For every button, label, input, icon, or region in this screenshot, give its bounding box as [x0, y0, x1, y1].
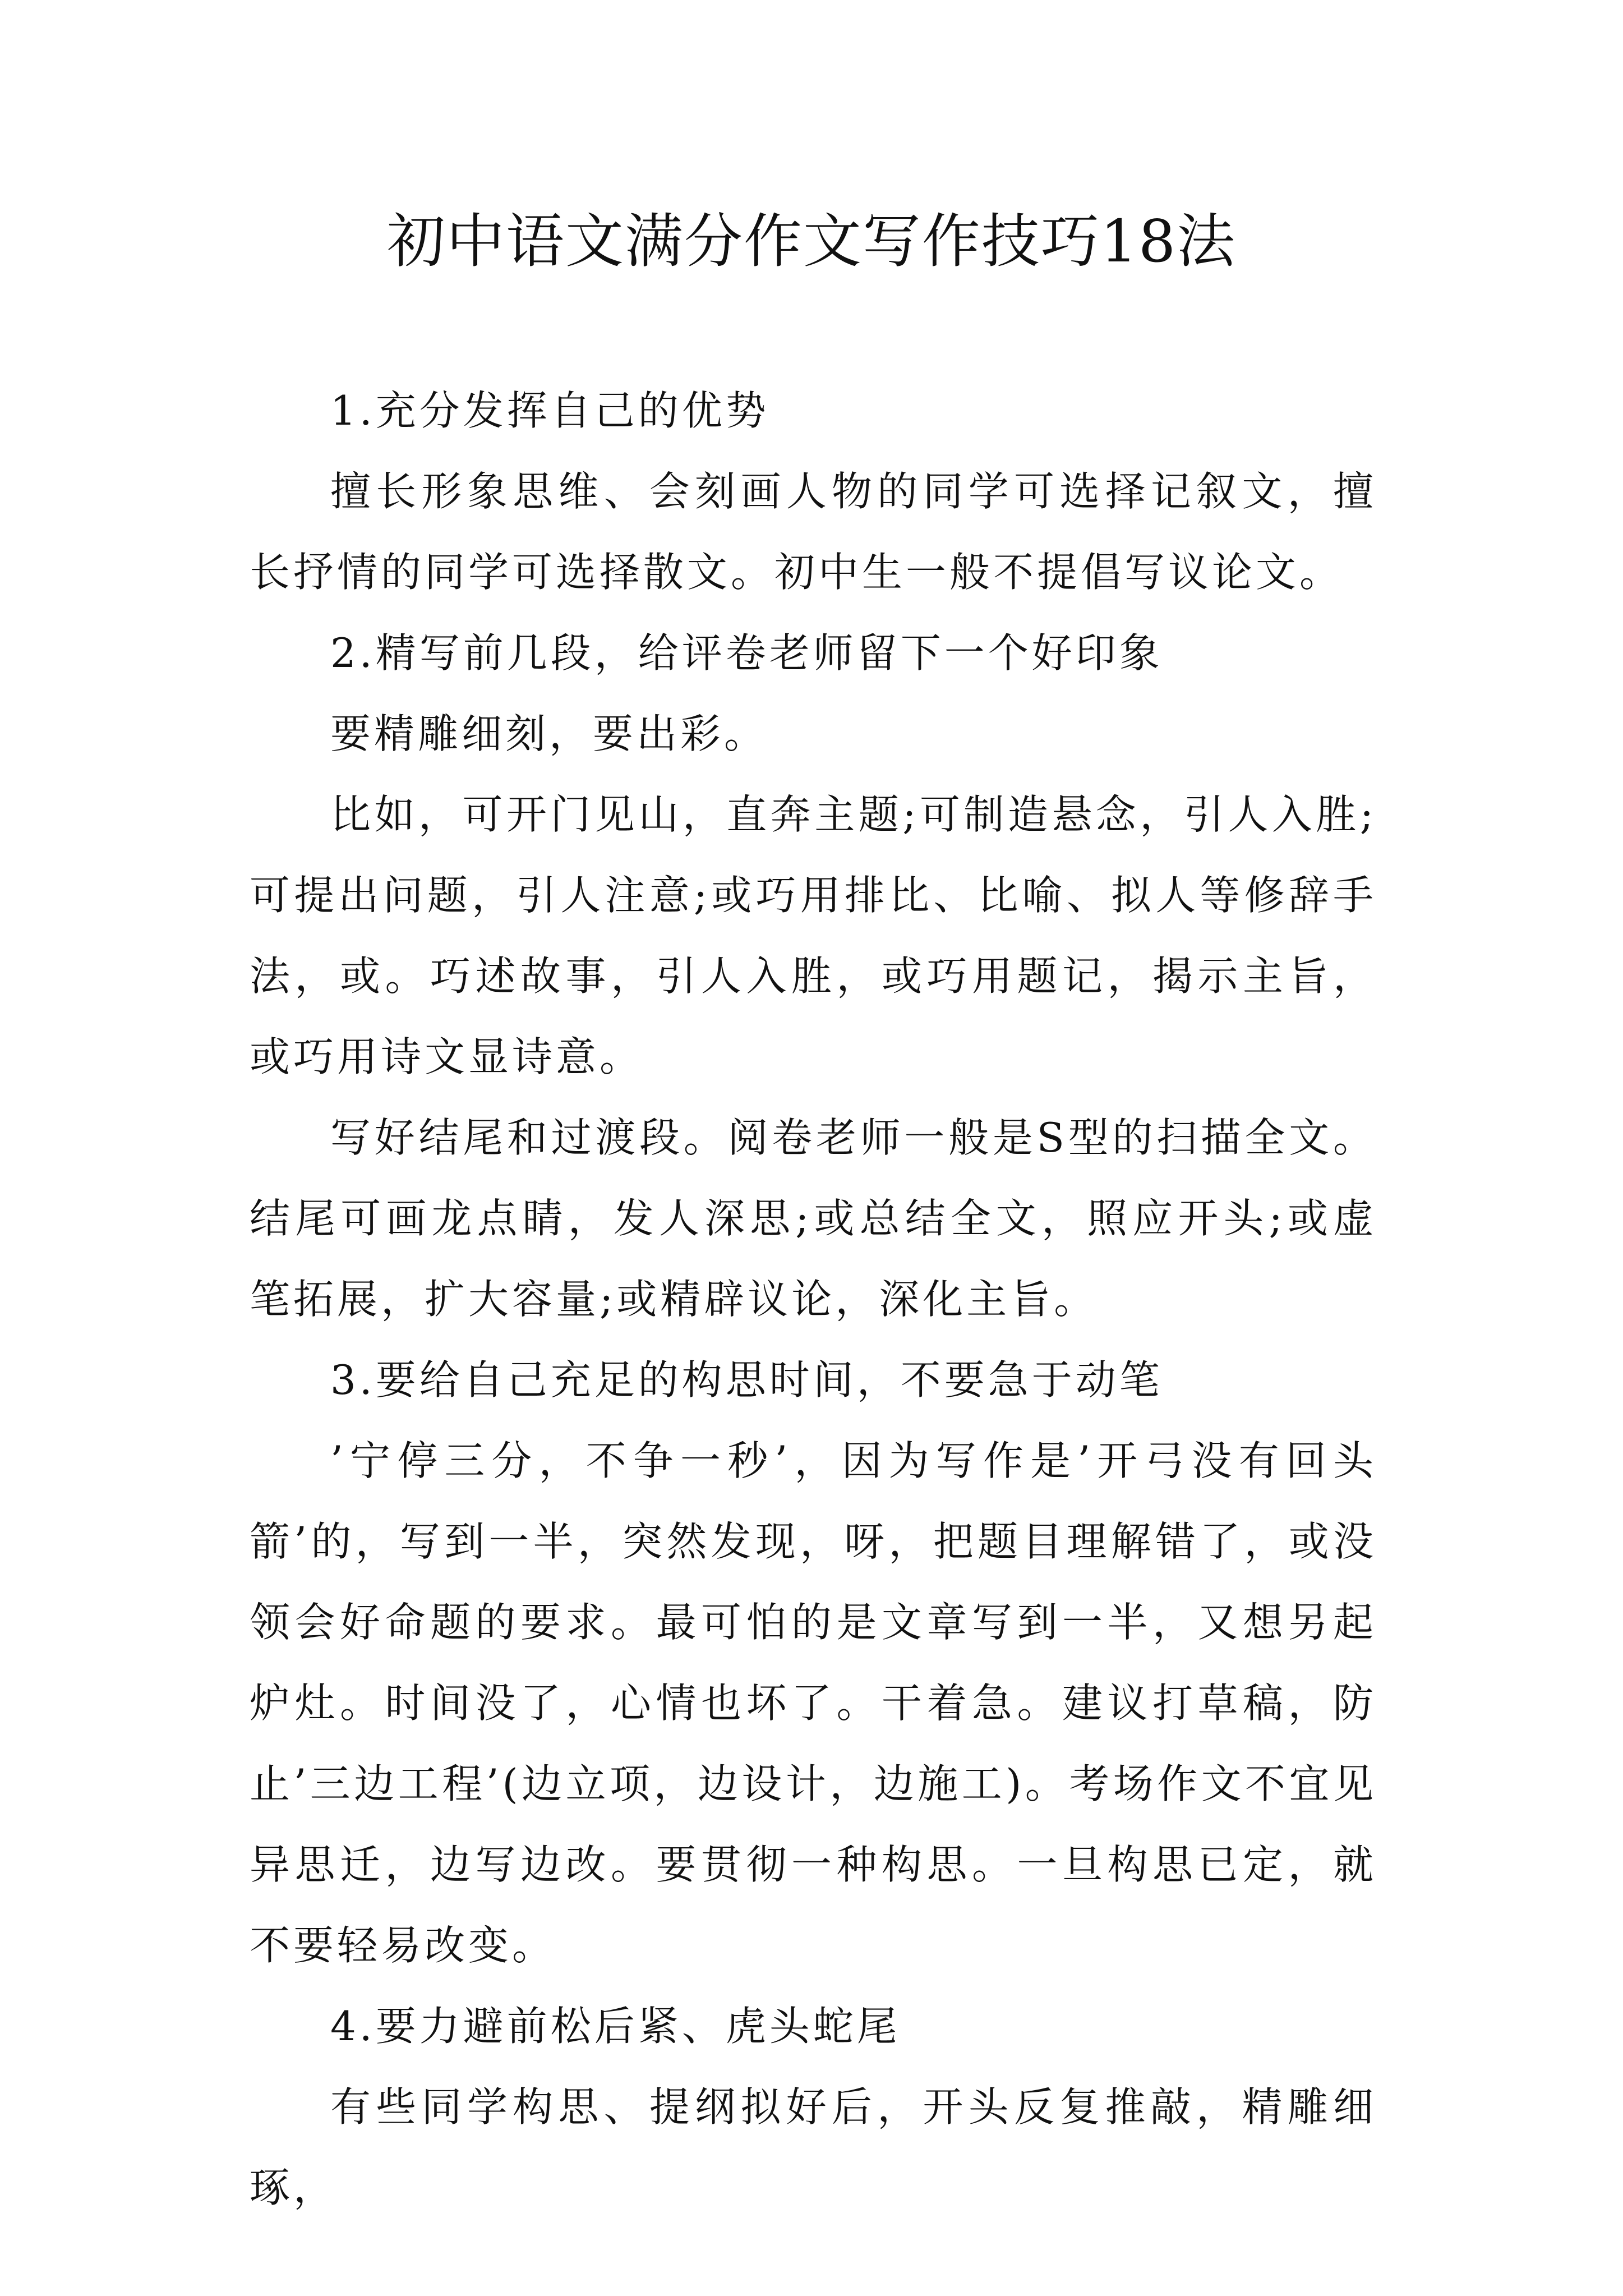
document-body — [250, 370, 1377, 2228]
document-title: 初中语文满分作文写作技巧18法 — [386, 207, 1237, 275]
section-heading-3: 3.要给自己充足的构思时间，不要急于动笔 — [330, 1356, 1163, 1404]
paragraph: ’宁停三分，不争一秒’，因为写作是’开弓没有回头箭’的，写到一半，突然发现，呀，把题目理解错了，或没领会好命题的要求。最可怕的是文章写到一半，又想另起炉灶。时间没了，心情也坏了。干着急。建议打草稿，防止’三边工程’(边立项，边设计，边施工)。考场作文不宜见异思迁，边写边改。要贯彻一种构思。一旦构思已定，就不要轻易改变。 — [250, 1437, 1377, 1969]
paragraph: 写好结尾和过渡段。阅卷老师一般是S型的扫描全文。结尾可画龙点睛，发人深思;或总结全文，照应开头;或虚笔拓展，扩大容量;或精辟议论，深化主旨。 — [250, 1114, 1377, 1323]
paragraph: 比如，可开门见山，直奔主题;可制造悬念，引人入胜;可提出问题，引人注意;或巧用排比、比喻、拟人等修辞手法，或。巧述故事，引人入胜，或巧用题记，揭示主旨，或巧用诗文显诗意。 — [250, 791, 1377, 1080]
section-heading-4: 4.要力避前松后紧、虎头蛇尾 — [330, 2003, 901, 2050]
section-heading-2: 2.精写前几段，给评卷老师留下一个好印象 — [330, 629, 1163, 677]
paragraph: 要精雕细刻，要出彩。 — [330, 710, 768, 757]
section-heading-1: 1.充分发挥自己的优势 — [330, 387, 769, 434]
paragraph: 有些同学构思、提纲拟好后，开头反复推敲，精雕细琢， — [250, 2083, 1377, 2211]
paragraph: 擅长形象思维、会刻画人物的同学可选择记叙文，擅长抒情的同学可选择散文。初中生一般不提倡写议论文。 — [250, 468, 1377, 596]
